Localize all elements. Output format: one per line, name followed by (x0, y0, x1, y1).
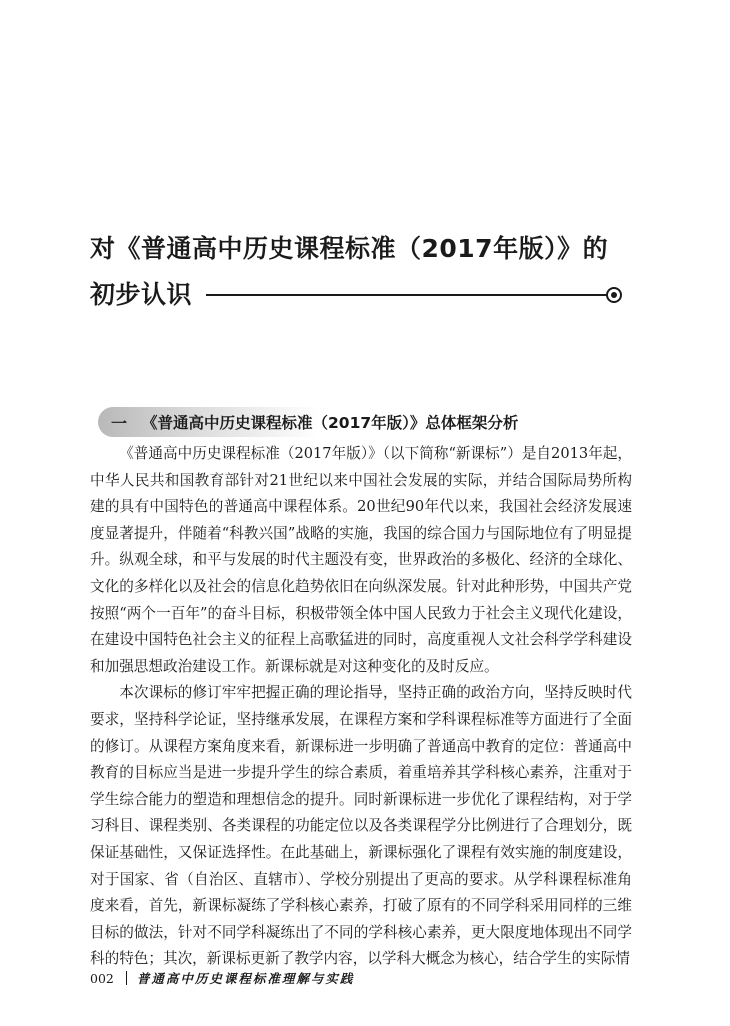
chapter-title-line-1: 对《普通高中历史课程标准（2017年版）》的 (90, 234, 609, 263)
title-rule-divider (206, 294, 606, 296)
running-book-title: 普通高中历史课程标准理解与实践 (136, 971, 355, 986)
page-number: 002 (90, 970, 114, 986)
body-text (90, 441, 632, 973)
section-number: 一 (110, 413, 127, 433)
section-heading (98, 407, 658, 437)
chapter-title-line-2-text: 初步认识 (90, 280, 193, 309)
paragraph-1: 《普通高中历史课程标准（2017年版）》（以下简称“新课标”）是自2013年起，中华人民共和国教育部针对21世纪以来中国社会发展的实际，并结合国际局势所构建的具有中国特色的普通高中课程体系。20世纪90年代以来，我国社会经济发展速度显著提升，伴随着“科教兴国”战略的实施，我国的综合国力与国际地位有了明显提升。纵观全球，和平与发展的时代主题没有变，世界政治的多极化、经济的全球化、文化的多样化以及社会的信息化趋势依旧在向纵深发展。针对此种形势，中国共产党按照“两个一百年”的奋斗目标，积极带领全体中国人民致力于社会主义现代化建设，在建设中国特色社会主义的征程上高歌猛进的同时，高度重视人文社会科学学科建设和加强思想政治建设工作。新课标就是对这种变化的及时反应。 (90, 445, 632, 675)
paragraph-2: 本次课标的修订牢牢把握正确的理论指导，坚持正确的政治方向，坚持反映时代要求，坚持科学论证，坚持继承发展，在课程方案和学科课程标准等方面进行了全面的修订。从课程方案角度来看，新课标进一步明确了普通高中教育的定位：普通高中教育的目标应当是进一步提升学生的综合素质，着重培养其学科核心素养，注重对于学生综合能力的塑造和理想信念的提升。同时新课标进一步优化了课程结构，对于学习科目、课程类别、各类课程的功能定位以及各类课程学分比例进行了合理划分，既保证基础性，又保证选择性。在此基础上，新课标强化了课程有效实施的制度建设，对于国家、省（自治区、直辖市）、学校分别提出了更高的要求。从学科课程标准角度来看，首先，新课标凝练了学科核心素养，打破了原有的不同学科采用同样的三维目标的做法，针对不同学科凝练出了不同的学科核心素养，更大限度地体现出不同学科的特色；其次，新课标更新了教学内容，以学科大概念为核心，结合学生的实际情 (90, 684, 632, 968)
chapter-title (90, 226, 650, 318)
section-title: 《普通高中历史课程标准（2017年版）》总体框架分析 (142, 414, 519, 432)
bullseye-icon (606, 287, 622, 303)
chapter-title-line-2 (90, 272, 650, 318)
footer-divider (126, 971, 127, 985)
page-footer (90, 969, 354, 987)
